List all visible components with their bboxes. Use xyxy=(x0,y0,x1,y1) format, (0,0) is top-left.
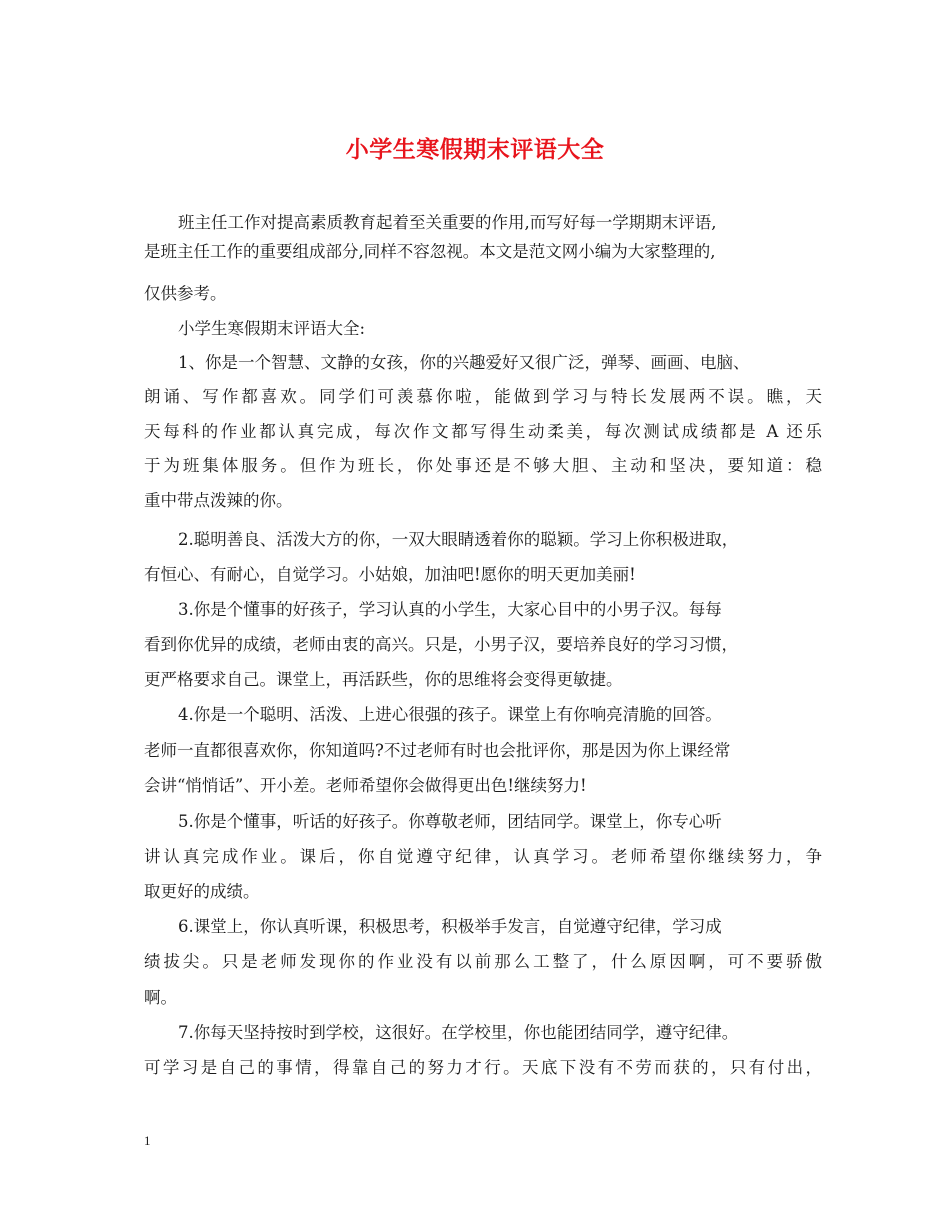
body-line-18: 5.你是个懂事，听话的好孩子。你尊敬老师，团结同学。课堂上，你专心听 xyxy=(178,812,722,831)
section-heading: 小学生寒假期末评语大全: xyxy=(178,319,366,338)
body-line-9: 重中带点泼辣的你。 xyxy=(144,491,293,510)
body-line-19: 讲认真完成作业。课后，你自觉遵守纪律，认真学习。老师希望你继续努力，争 xyxy=(144,847,822,866)
body-line-22: 绩拔尖。只是老师发现你的作业没有以前那么工整了，什么原因啊，可不要骄傲 xyxy=(144,952,822,971)
body-line-10: 2.聪明善良、活泼大方的你，一双大眼睛透着你的聪颖。学习上你积极进取， xyxy=(178,530,739,549)
body-line-20: 取更好的成绩。 xyxy=(144,882,260,901)
body-line-15: 4.你是一个聪明、活泼、上进心很强的孩子。课堂上有你响亮清脆的回答。 xyxy=(178,705,722,724)
body-line-8: 于为班集体服务。但作为班长，你处事还是不够大胆、主动和坚决，要知道：稳 xyxy=(144,456,822,475)
body-line-2: 是班主任工作的重要组成部分,同样不容忽视。本文是范文网小编为大家整理的, xyxy=(144,242,716,261)
body-line-12: 3.你是个懂事的好孩子，学习认真的小学生，大家心目中的小男子汉。每每 xyxy=(178,600,722,619)
body-line-24: 7.你每天坚持按时到学校，这很好。在学校里，你也能团结同学，遵守纪律。 xyxy=(178,1023,739,1042)
body-line-23: 啊。 xyxy=(144,988,177,1007)
body-line-13: 看到你优异的成绩，老师由衷的高兴。只是，小男子汉，要培养良好的学习习惯， xyxy=(144,635,738,654)
body-line-21: 6.课堂上，你认真听课，积极思考，积极举手发言，自觉遵守纪律，学习成 xyxy=(178,917,722,936)
body-line-25: 可学习是自己的事情，得靠自己的努力才行。天底下没有不劳而获的，只有付出， xyxy=(144,1058,822,1077)
body-line-6: 朗诵、写作都喜欢。同学们可羡慕你啦，能做到学习与特长发展两不误。瞧，天 xyxy=(144,387,822,406)
body-line-3: 仅供参考。 xyxy=(144,284,227,303)
page-number: 1 xyxy=(144,1133,151,1148)
body-line-5: 1、你是一个智慧、文静的女孩，你的兴趣爱好又很广泛，弹琴、画画、电脑、 xyxy=(178,353,750,372)
body-line-17: 会讲“悄悄话”、开小差。老师希望你会做得更出色!继续努力! xyxy=(144,776,587,795)
body-line-14: 更严格要求自己。课堂上，再活跃些，你的思维将会变得更敏捷。 xyxy=(144,670,623,689)
body-line-1: 班主任工作对提高素质教育起着至关重要的作用,而写好每一学期期末评语, xyxy=(178,213,717,232)
document-title: 小学生寒假期末评语大全 xyxy=(345,136,605,163)
body-line-11: 有恒心、有耐心，自觉学习。小姑娘，加油吧!愿你的明天更加美丽! xyxy=(144,565,636,584)
body-line-16: 老师一直都很喜欢你，你知道吗?不过老师有时也会批评你，那是因为你上课经常 xyxy=(144,741,731,760)
body-line-7: 天每科的作业都认真完成，每次作文都写得生动柔美，每次测试成绩都是 A 还乐 xyxy=(144,422,822,441)
